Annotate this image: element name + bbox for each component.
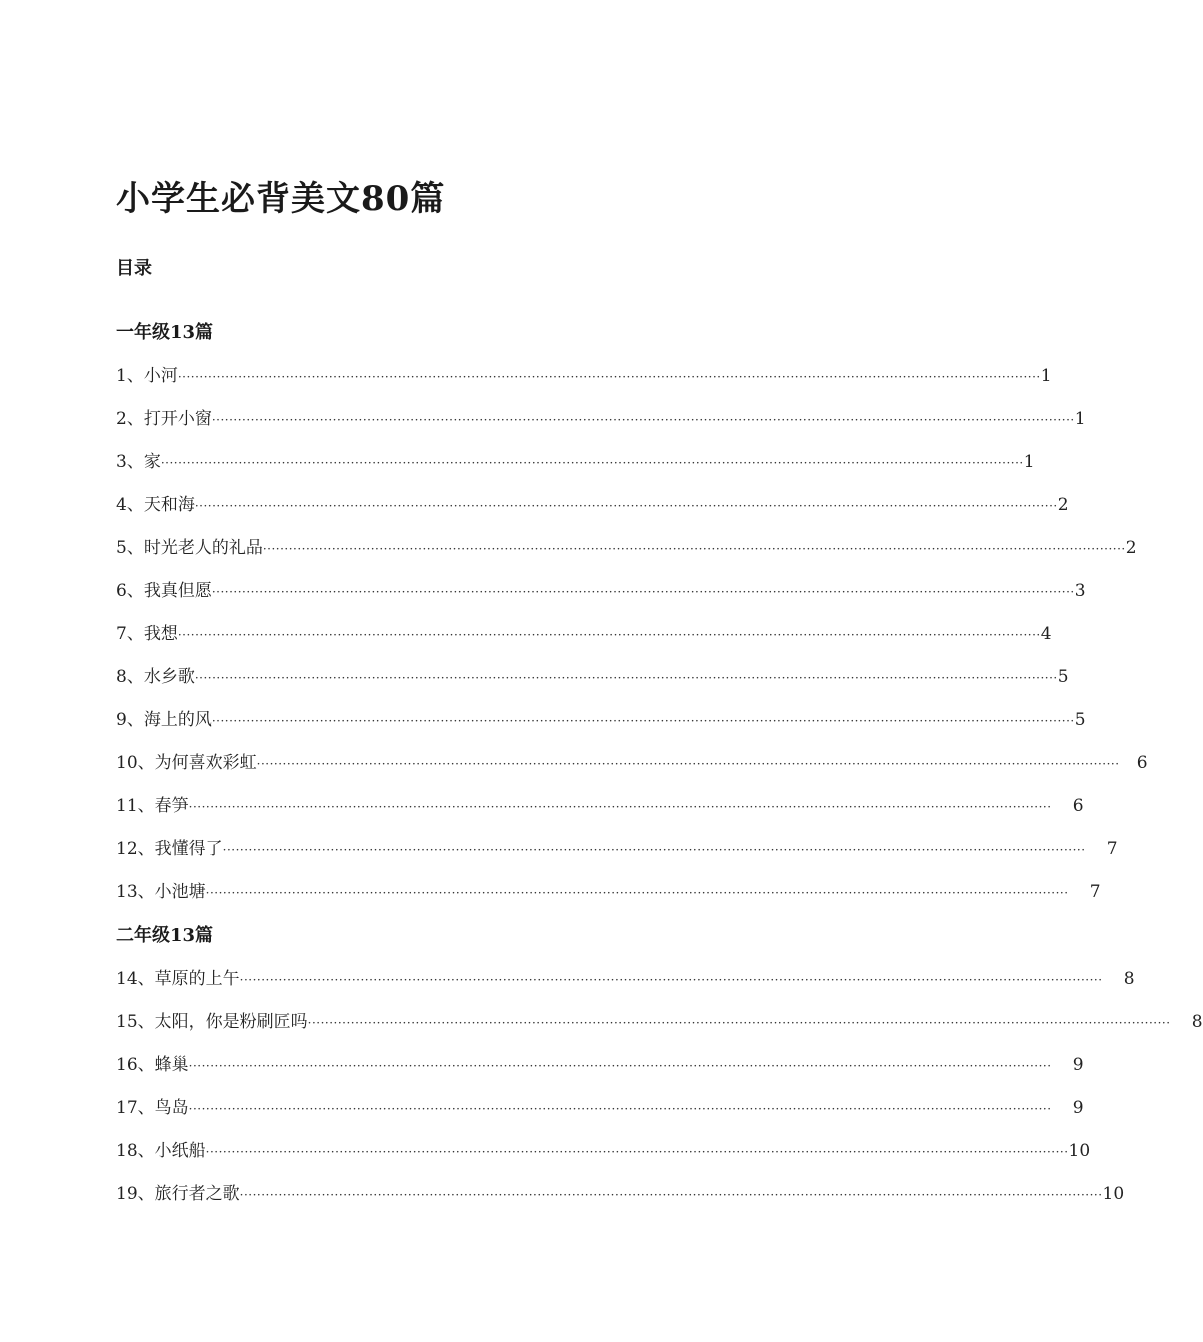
- toc-entry-page: 1: [1023, 452, 1035, 472]
- toc-entry-page: 4: [1040, 624, 1052, 644]
- toc-entry-label: 7、我想: [116, 624, 178, 644]
- toc-entry-label: 13、小池塘: [116, 882, 206, 902]
- document-title: 小学生必背美文80篇: [116, 179, 446, 219]
- dot-leader: ········································································································································································································: [177, 628, 1041, 642]
- toc-entry-page: 1: [1074, 409, 1086, 429]
- toc-entry[interactable]: [116, 449, 1035, 475]
- toc-entry[interactable]: [116, 1009, 1203, 1035]
- toc-entry-page: 9: [1072, 1055, 1084, 1075]
- toc-entry-label: 17、鸟岛: [116, 1098, 189, 1118]
- dot-leader: ········································································································································································································: [194, 671, 1058, 685]
- toc-entry-page: 7: [1106, 839, 1118, 859]
- toc-entry-page: 1: [1040, 366, 1052, 386]
- toc-entry-label: 16、蜂巢: [116, 1055, 189, 1075]
- section-heading-grade-2: 二年级13篇: [116, 925, 214, 946]
- dot-leader: ········································································································································································································: [239, 973, 1103, 987]
- dot-leader: ········································································································································································································: [262, 542, 1126, 556]
- dot-leader: ········································································································································································································: [211, 413, 1075, 427]
- toc-entry[interactable]: [116, 1095, 1084, 1121]
- toc-entry-label: 18、小纸船: [116, 1141, 206, 1161]
- toc-entry-label: 1、小河: [116, 366, 178, 386]
- toc-entry[interactable]: [116, 535, 1137, 561]
- toc-entry-label: 14、草原的上午: [116, 969, 240, 989]
- toc-entry-label: 8、水乡歌: [116, 667, 195, 687]
- toc-entry-label: 9、海上的风: [116, 710, 212, 730]
- toc-entry-label: 6、我真但愿: [116, 581, 212, 601]
- toc-entry-label: 12、我懂得了: [116, 839, 223, 859]
- toc-entry-label: 2、打开小窗: [116, 409, 212, 429]
- toc-entry[interactable]: [116, 750, 1148, 776]
- toc-entry-label: 5、时光老人的礼品: [116, 538, 263, 558]
- toc-entry[interactable]: [116, 1138, 1091, 1164]
- toc-entry[interactable]: [116, 1052, 1084, 1078]
- toc-entry-label: 19、旅行者之歌: [116, 1184, 240, 1204]
- toc-entry[interactable]: [116, 363, 1052, 389]
- toc-entry-page: 6: [1136, 753, 1148, 773]
- dot-leader: ········································································································································································································: [222, 843, 1086, 857]
- toc-entry[interactable]: [116, 879, 1101, 905]
- toc-entry[interactable]: [116, 793, 1084, 819]
- toc-heading: 目录: [116, 258, 152, 279]
- dot-leader: ········································································································································································································: [160, 456, 1024, 470]
- toc-entry[interactable]: [116, 664, 1069, 690]
- toc-entry-label: 15、太阳，你是粉刷匠吗: [116, 1012, 308, 1032]
- toc-entry-page: 7: [1089, 882, 1101, 902]
- dot-leader: ········································································································································································································: [177, 370, 1041, 384]
- dot-leader: ········································································································································································································: [211, 585, 1075, 599]
- dot-leader: ········································································································································································································: [194, 499, 1058, 513]
- toc-entry-page: 5: [1074, 710, 1086, 730]
- dot-leader: ········································································································································································································: [188, 1102, 1052, 1116]
- toc-entry-page: 2: [1057, 495, 1069, 515]
- toc-entry-page: 10: [1102, 1184, 1125, 1204]
- toc-entry-page: 3: [1074, 581, 1086, 601]
- dot-leader: ········································································································································································································: [188, 800, 1052, 814]
- toc-entry[interactable]: [116, 492, 1069, 518]
- toc-entry-page: 10: [1068, 1141, 1091, 1161]
- toc-entry-page: 6: [1072, 796, 1084, 816]
- toc-entry-page: 8: [1123, 969, 1135, 989]
- toc-entry[interactable]: [116, 966, 1135, 992]
- toc-entry-label: 10、为何喜欢彩虹: [116, 753, 257, 773]
- dot-leader: ········································································································································································································: [205, 886, 1069, 900]
- toc-entry-page: 9: [1072, 1098, 1084, 1118]
- toc-entry-label: 4、天和海: [116, 495, 195, 515]
- toc-entry[interactable]: [116, 621, 1052, 647]
- toc-entry[interactable]: [116, 578, 1086, 604]
- dot-leader: ········································································································································································································: [256, 757, 1120, 771]
- toc-entry-page: 2: [1125, 538, 1137, 558]
- toc-entry-label: 3、家: [116, 452, 161, 472]
- toc-entry[interactable]: [116, 406, 1086, 432]
- toc-entry[interactable]: [116, 836, 1118, 862]
- dot-leader: ········································································································································································································: [307, 1016, 1171, 1030]
- dot-leader: ········································································································································································································: [188, 1059, 1052, 1073]
- toc-entry-page: 8: [1191, 1012, 1203, 1032]
- toc-entry-page: 5: [1057, 667, 1069, 687]
- dot-leader: ········································································································································································································: [239, 1188, 1103, 1202]
- toc-entry[interactable]: [116, 707, 1086, 733]
- toc-entry-label: 11、春笋: [116, 796, 189, 816]
- dot-leader: ········································································································································································································: [205, 1145, 1069, 1159]
- toc-entry[interactable]: [116, 1181, 1125, 1207]
- section-heading-grade-1: 一年级13篇: [116, 322, 214, 343]
- dot-leader: ········································································································································································································: [211, 714, 1075, 728]
